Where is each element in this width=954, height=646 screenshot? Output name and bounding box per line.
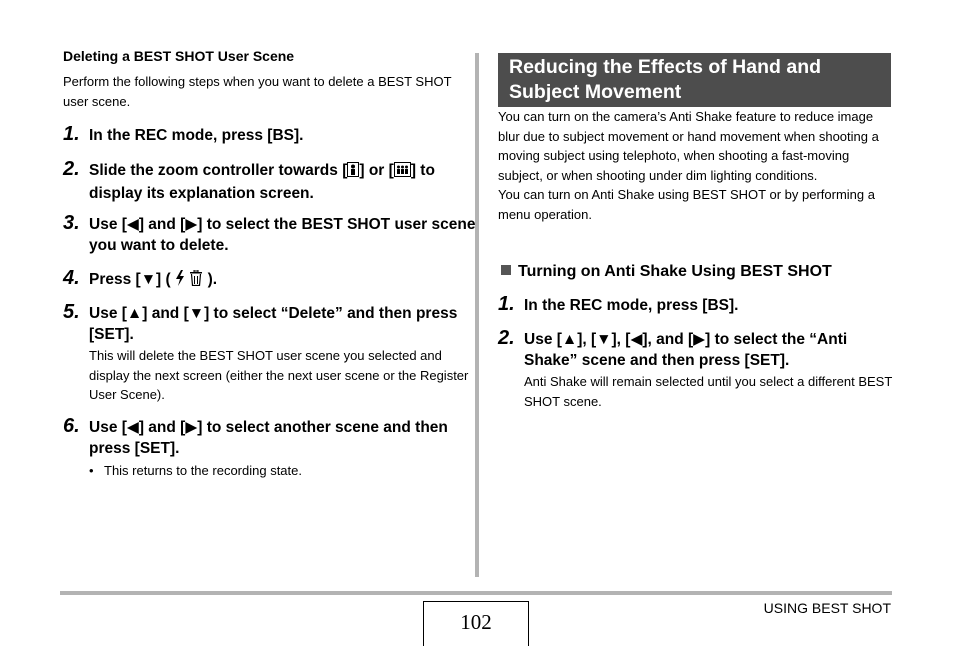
step-text: In the REC mode, press [BS].	[89, 127, 304, 144]
step-number: 6.	[63, 415, 80, 437]
step-number: 3.	[63, 212, 80, 234]
step-number: 1.	[498, 293, 515, 315]
step-text: Use [▲] and [▼] to select “Delete” and then press [SET].	[89, 305, 458, 343]
step-number: 1.	[63, 123, 80, 145]
subheading	[501, 263, 832, 281]
step-note: This will delete the BEST SHOT user scene you selected and display the next screen (either the next user scene or the Register User Scene).	[89, 348, 469, 402]
trash-icon	[189, 270, 203, 293]
right-step-1	[498, 293, 894, 317]
step-text	[89, 161, 479, 204]
intro-text: Perform the following steps when you want to delete a BEST SHOT user scene.	[63, 74, 452, 109]
step-number: 5.	[63, 301, 80, 323]
square-bullet-icon	[501, 265, 511, 275]
left-step-1	[63, 123, 479, 147]
step-note: Anti Shake will remain selected until you select a different BEST SHOT scene.	[524, 374, 893, 409]
section-heading: Deleting a BEST SHOT User Scene	[63, 48, 295, 64]
step-text: Use [◀] and [▶] to select another scene and then press [SET].	[89, 419, 448, 457]
zoom-group-icon	[394, 162, 411, 184]
bullet-text: This returns to the recording state.	[104, 463, 302, 478]
paragraph: You can turn on the camera’s Anti Shake feature to reduce image blur due to subject movement or hand movement when shooting a moving subject using telephoto, when shooting a fast-moving subject, or when shooting under dim lighting conditions.	[498, 109, 879, 183]
step-text-part: ] or [	[359, 162, 394, 179]
footer-section-label: USING BEST SHOT	[763, 600, 891, 616]
step-bullet	[89, 461, 479, 480]
step-number: 4.	[63, 267, 80, 289]
left-step-5	[63, 301, 479, 405]
right-step-2	[498, 327, 894, 411]
left-step-3	[63, 212, 479, 256]
zoom-single-person-icon	[347, 162, 359, 184]
subheading-text: Turning on Anti Shake Using BEST SHOT	[518, 263, 832, 280]
anti-shake-intro	[498, 107, 893, 224]
step-text: Use [◀] and [▶] to select the BEST SHOT user scene you want to delete.	[89, 216, 476, 254]
bullet-dot: •	[89, 463, 94, 478]
step-number: 2.	[498, 327, 515, 349]
step-text: Use [▲], [▼], [◀], and [▶] to select the “Anti Shake” scene and then press [SET].	[524, 331, 848, 369]
page-number: 102	[460, 610, 492, 634]
left-step-4	[63, 267, 479, 293]
paragraph: You can turn on Anti Shake using BEST SHOT or by performing a menu operation.	[498, 187, 875, 222]
page-number-box	[423, 601, 529, 646]
flash-icon	[175, 270, 185, 293]
footer-rule	[60, 591, 892, 595]
section-banner	[498, 53, 891, 107]
step-text-part: ).	[207, 271, 218, 288]
step-text-part: ] to display its explanation screen.	[89, 162, 435, 202]
banner-title: Reducing the Effects of Hand and Subject Movement	[509, 56, 822, 103]
left-step-2	[63, 158, 479, 204]
step-text-part: Slide the zoom controller towards [	[89, 162, 348, 179]
step-text-part: Press [▼] (	[89, 271, 171, 288]
left-step-6	[63, 415, 479, 480]
step-text: In the REC mode, press [BS].	[524, 297, 739, 314]
step-number: 2.	[63, 158, 80, 180]
column-divider	[475, 53, 479, 577]
step-text	[89, 270, 479, 293]
